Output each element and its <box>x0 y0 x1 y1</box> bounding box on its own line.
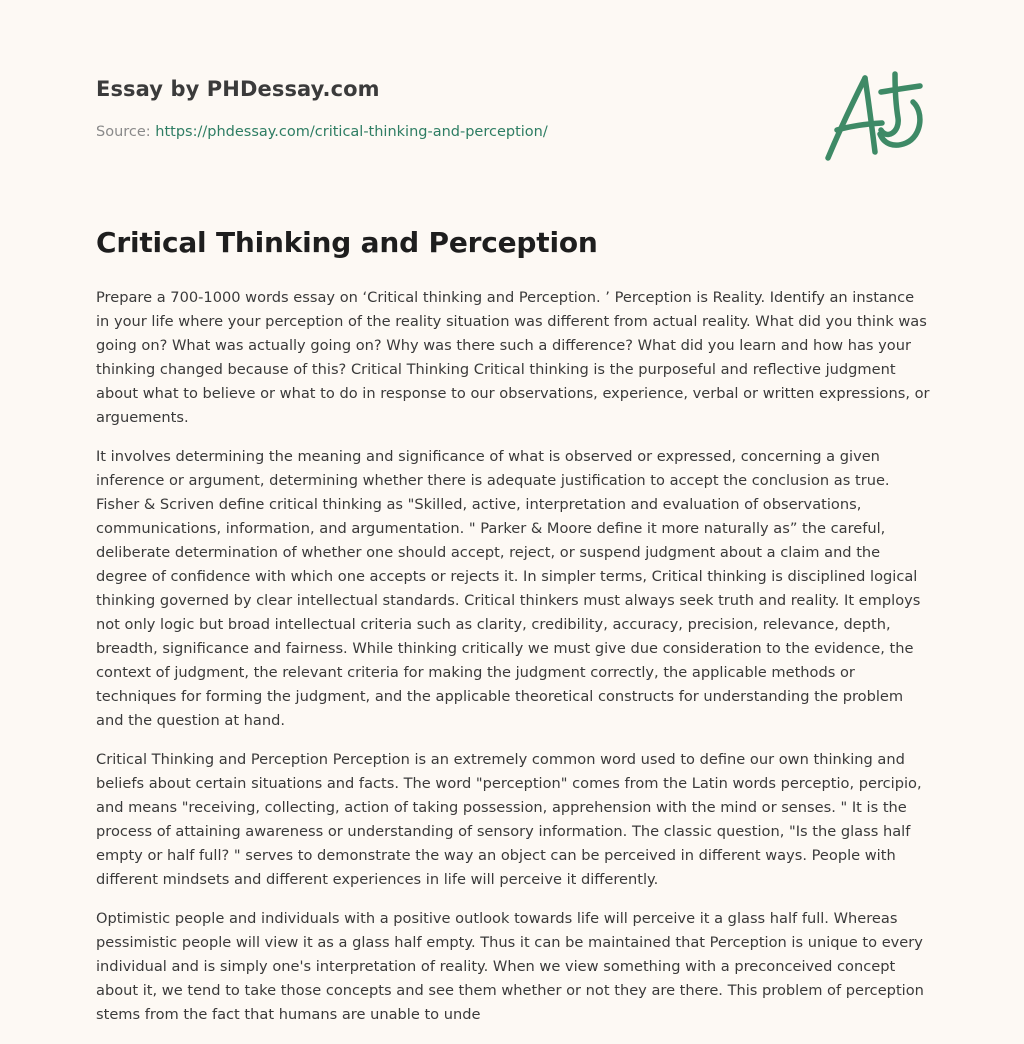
source-line <box>96 124 548 140</box>
source-label: Source: <box>96 124 156 140</box>
source-link[interactable]: https://phdessay.com/critical-thinking-and-perception/ <box>155 124 548 140</box>
essay-paragraph: Critical Thinking and Perception Perception is an extremely common word used to define our own thinking and beliefs about certain situations and facts. The word "perception" comes from the Latin words perceptio, percipio, and means "receiving, collecting, action of taking possession, apprehension with the mind or senses. " It is the process of attaining awareness or understanding of sensory information. The classic question, "Is the glass half empty or half full? " serves to demonstrate the way an object can be perceived in different ways. People with different mindsets and different experiences in life will perceive it differently. <box>96 751 922 888</box>
essay-body <box>96 286 932 1042</box>
essay-paragraph: It involves determining the meaning and significance of what is observed or expressed, concerning a given inference or argument, determining whether there is adequate justification to accept the conclusion as true. Fisher & Scriven define critical thinking as "Skilled, active, interpretation and evaluation of observations, communications, information, and argumentation. " Parker & Moore define it more naturally as” the careful, deliberate determination of whether one should accept, reject, or suspend judgment about a claim and the degree of confidence with which one accepts or rejects it. In simpler terms, Critical thinking is disciplined logical thinking governed by clear intellectual standards. Critical thinkers must always seek truth and reality. It employs not only logic but broad intellectual criteria such as clarity, credibility, accuracy, precision, relevance, depth, breadth, significance and fairness. While thinking critically we must give due consideration to the evidence, the context of judgment, the relevant criteria for making the judgment correctly, the applicable methods or techniques for forming the judgment, and the applicable theoretical constructs for understanding the problem and the question at hand. <box>96 448 921 729</box>
a-plus-grade-icon <box>818 66 930 166</box>
site-title: Essay by PHDessay.com <box>96 77 380 101</box>
essay-paragraph: Optimistic people and individuals with a positive outlook towards life will perceive it a glass half full. Whereas pessimistic people will view it as a glass half empty. Thus it can be maintained that Perception is unique to every individual and is simply one's interpretation of reality. When we view something with a preconceived concept about it, we tend to take those concepts and see them whether or not they are there. This problem of perception stems from the fact that humans are unable to unde <box>96 910 924 1023</box>
essay-title: Critical Thinking and Perception <box>96 226 598 259</box>
essay-paragraph: Prepare a 700-1000 words essay on ‘Critical thinking and Perception. ’ Perception is Reality. Identify an instance in your life where your perception of the reality situation was different from actual reality. What did you think was going on? What was actually going on? Why was there such a difference? What did you learn and how has your thinking changed because of this? Critical Thinking Critical thinking is the purposeful and reflective judgment about what to believe or what to do in response to our observations, experience, verbal or written expressions, or arguements. <box>96 289 930 426</box>
